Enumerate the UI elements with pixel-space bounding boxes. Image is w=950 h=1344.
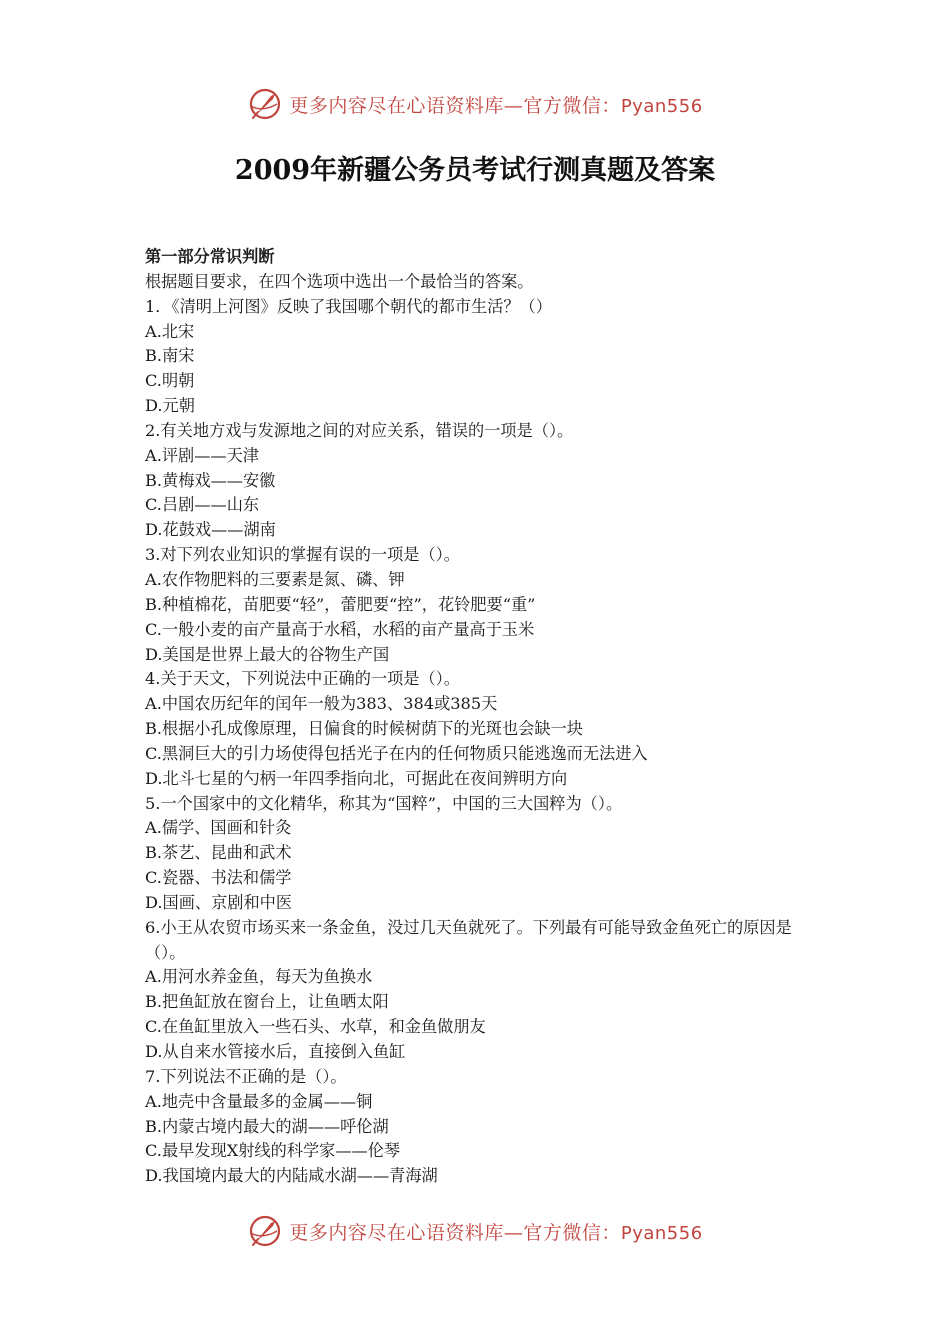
answer-option: A.中国农历纪年的闰年一般为383、384或385天 <box>145 694 498 714</box>
question-stem: 1．《清明上河图》反映了我国哪个朝代的都市生活？（） <box>145 296 552 316</box>
answer-option: B.南宋 <box>145 346 195 366</box>
answer-option: B.种植棉花，苗肥要“轻”，蕾肥要“控”，花铃肥要“重” <box>145 594 536 614</box>
header-watermark-banner <box>0 82 950 126</box>
answer-option: B.内蒙古境内最大的湖——呼伦湖 <box>145 1116 389 1136</box>
wechat-id: Pyan556 <box>620 95 703 117</box>
document-title: 2009年新疆公务员考试行测真题及答案 <box>234 155 716 186</box>
answer-option: A.地壳中含量最多的金属——铜 <box>145 1091 373 1111</box>
answer-option: A.北宋 <box>145 321 195 341</box>
question-stem: 3.对下列农业知识的掌握有误的一项是（）。 <box>145 545 460 565</box>
watermark-text: 更多内容尽在心语资料库—官方微信：Pyan556 <box>289 1221 703 1244</box>
question-stem: 2.有关地方戏与发源地之间的对应关系，错误的一项是（）。 <box>145 420 574 440</box>
answer-option: D.花鼓戏——湖南 <box>145 520 276 540</box>
answer-option: B.黄梅戏——安徽 <box>145 470 276 490</box>
answer-option: D.元朝 <box>145 396 195 416</box>
answer-option: D.国画、京剧和中医 <box>145 892 293 912</box>
answer-option: A.用河水养金鱼，每天为鱼换水 <box>145 967 373 987</box>
question-stem: 4.关于天文，下列说法中正确的一项是（）。 <box>145 669 460 689</box>
document-body <box>145 245 815 1189</box>
answer-option: C.吕剧——山东 <box>145 495 260 515</box>
wechat-id: Pyan556 <box>620 1222 703 1244</box>
instruction-text: 根据题目要求，在四个选项中选出一个最恰当的答案。 <box>145 271 534 291</box>
answer-option: C.最早发现X射线的科学家——伦琴 <box>145 1141 401 1161</box>
answer-option: D.从自来水管接水后，直接倒入鱼缸 <box>145 1042 406 1061</box>
answer-option: C.在鱼缸里放入一些石头、水草，和金鱼做朋友 <box>145 1017 486 1037</box>
answer-option: D.美国是世界上最大的谷物生产国 <box>145 644 390 664</box>
answer-option: A.儒学、国画和针灸 <box>145 818 292 838</box>
answer-option: A.农作物肥料的三要素是氮、磷、钾 <box>145 569 405 589</box>
answer-option: B.把鱼缸放在窗台上，让鱼晒太阳 <box>145 992 389 1012</box>
section-heading: 第一部分常识判断 <box>145 247 275 266</box>
answer-option: B.茶艺、昆曲和武术 <box>145 843 292 863</box>
answer-option: C.黑洞巨大的引力场使得包括光子在内的任何物质只能逃逸而无法进入 <box>145 743 648 763</box>
footer-watermark-banner <box>0 1209 950 1253</box>
answer-option: D.北斗七星的勺柄一年四季指向北，可据此在夜间辨明方向 <box>145 768 568 788</box>
answer-option: D.我国境内最大的内陆咸水湖——青海湖 <box>145 1166 438 1186</box>
question-stem: 5.一个国家中的文化精华，称其为“国粹”，中国的三大国粹为（）。 <box>145 793 623 813</box>
watermark-text: 更多内容尽在心语资料库—官方微信：Pyan556 <box>289 94 703 117</box>
quill-logo-icon <box>247 86 283 122</box>
answer-option: C.明朝 <box>145 371 195 391</box>
question-list <box>145 295 815 1189</box>
answer-option: C.瓷器、书法和儒学 <box>145 868 292 888</box>
answer-option: C.一般小麦的亩产量高于水稻，水稻的亩产量高于玉米 <box>145 619 535 639</box>
question-stem: 7.下列说法不正确的是（）。 <box>145 1066 347 1086</box>
question-stem: 6.小王从农贸市场买来一条金鱼，没过几天鱼就死了。下列最有可能导致金鱼死亡的原因是（）。 <box>145 917 792 962</box>
answer-option: B.根据小孔成像原理，日偏食的时候树荫下的光斑也会缺一块 <box>145 719 583 739</box>
answer-option: A.评剧——天津 <box>145 445 259 465</box>
quill-logo-icon <box>247 1213 283 1249</box>
